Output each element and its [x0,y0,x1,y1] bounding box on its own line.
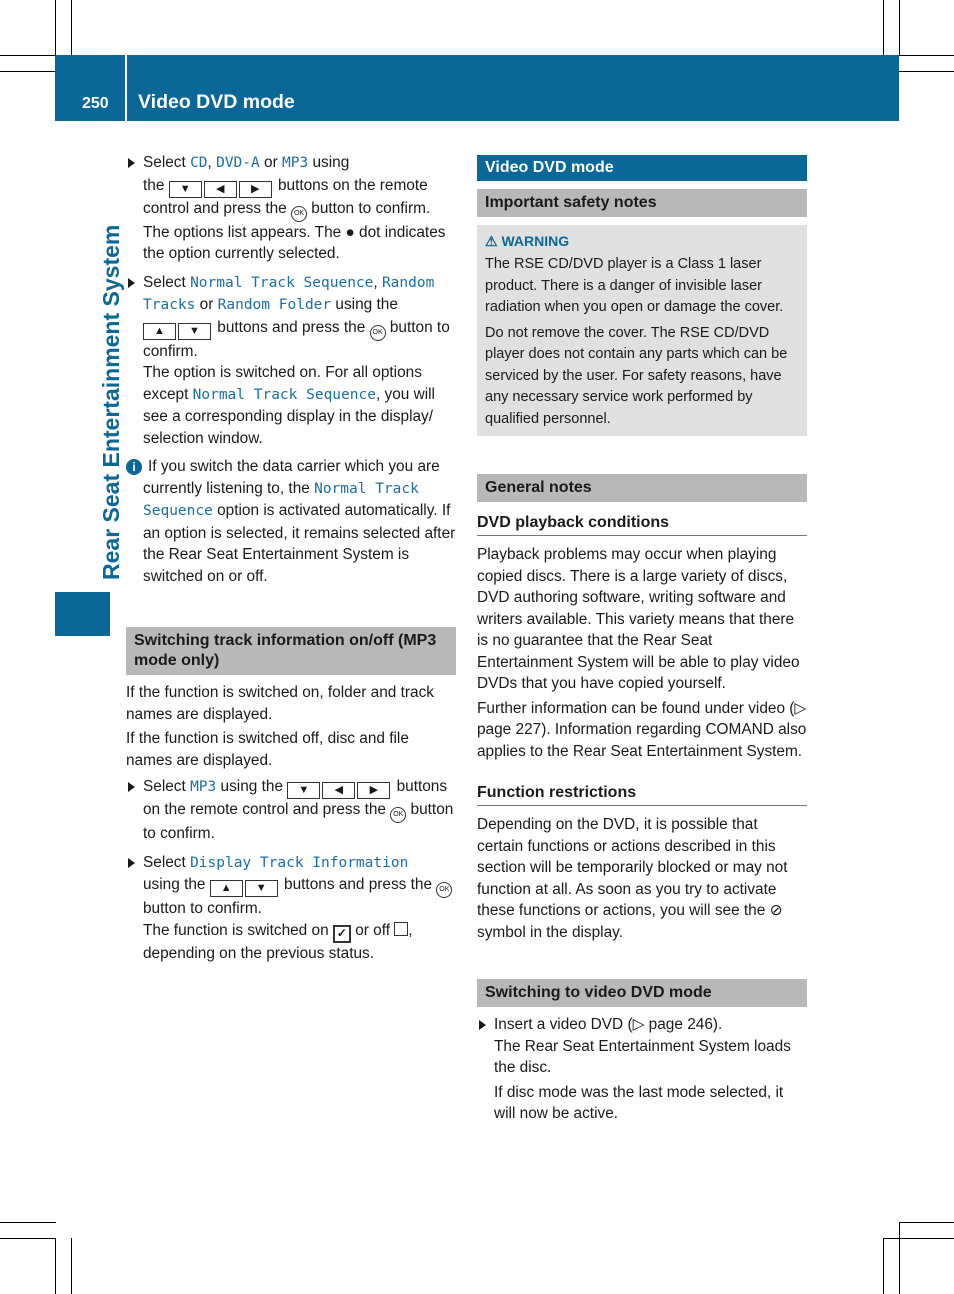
crop-mark [883,0,884,56]
crop-mark [899,1222,954,1223]
crop-mark [899,71,954,72]
header-divider [125,55,127,121]
info-icon: i [126,459,142,475]
crop-mark [55,0,56,56]
down-key-icon: ▼ [169,181,202,198]
section-title: Switching to video DVD mode [477,979,807,1007]
paragraph: Depending on the DVD, it is possible that certain functions or actions described in this section will be temporarily blocked or may not function at all. As soon as you try to activate these functions or actions, you will see the ⊘ symbol in the display. [477,816,788,941]
warning-text: Do not remove the cover. The RSE CD/DVD player does not contain any parts which can be serviced by the user. For safety reasons, have any necessary service work performed by qualified personnel. [485,324,788,427]
side-tab-marker [55,592,110,636]
subsection-title: DVD playback conditions [477,514,807,536]
ok-button-icon: OK [370,325,386,341]
right-key-icon: ▶ [239,181,272,198]
left-key-icon: ◀ [322,782,355,799]
step-select-track-sequence: Select Normal Track Sequence, Random Tracks or Random Folder using the ▲ ▼ buttons and press the OK button to confirm. [126,272,456,363]
step-insert-dvd: Insert a video DVD (▷ page 246). [477,1014,807,1036]
up-key-icon: ▲ [210,880,243,897]
subsection-title: Function restrictions [477,784,807,806]
crop-mark [899,55,954,56]
left-key-icon: ◀ [204,181,237,198]
step-result: The option is switched on. For all options except Normal Track Sequence, you will see a corresponding display in the display/ selection window. [143,364,435,447]
step-select-mp3: Select MP3 using the ▼ ◀ ▶ buttons on the remote control and press the OK button to confirm. [126,776,456,845]
crop-mark [899,0,900,56]
down-key-icon: ▼ [178,323,211,340]
crop-mark [899,1222,900,1294]
option-cd: CD [190,155,208,171]
empty-box-icon [394,922,408,936]
section-title: Switching track information on/off (MP3 mode only) [126,627,456,675]
right-column [477,155,807,1125]
option-mp3: MP3 [282,155,309,171]
crop-mark [71,0,72,56]
option-dvd-a: DVD-A [216,155,260,171]
paragraph: If the function is switched on, folder and track names are displayed. [126,684,434,723]
page-title: Video DVD mode [138,91,295,113]
ok-button-icon: OK [436,882,452,898]
info-note: i If you switch the data carrier which you are currently listening to, the Normal Track Sequence option is activated automatically. If an option is selected, it remains selected after the Rear Seat Entertainment System is switched on or off. [126,456,456,587]
step-select-display-track-info: Select Display Track Information using the ▲ ▼ buttons and press the OK button to confirm. [126,852,456,920]
step-select-source: Select CD, DVD-A or MP3 using the ▼ ◀ ▶ buttons on the remote control and press the OK button to confirm. [126,152,456,222]
page-number: 250 [82,95,109,112]
crop-mark [0,1238,56,1239]
step-result: The Rear Seat Entertainment System loads the disc. [494,1037,791,1076]
ok-button-icon: OK [291,206,307,222]
checked-box-icon: ✓ [333,925,351,943]
main-section-title: Video DVD mode [477,155,807,181]
section-title: General notes [477,474,807,502]
paragraph: If the function is switched off, disc and file names are displayed. [126,730,409,769]
crop-mark [883,1238,954,1239]
side-tab-title: Rear Seat Entertainment System [98,224,124,580]
crop-mark [71,1238,72,1294]
down-key-icon: ▼ [287,782,320,799]
crop-mark [0,1222,56,1223]
page-header [55,55,899,121]
step-result: The function is switched on ✓ or off , depending on the previous status. [143,921,413,962]
up-key-icon: ▲ [143,323,176,340]
ok-button-icon: OK [390,807,406,823]
crop-mark [0,71,56,72]
warning-text: The RSE CD/DVD player is a Class 1 laser product. There is a danger of invisible laser radiation when you open or damage the cover. [485,256,784,315]
warning-title: ⚠ WARNING [485,233,570,249]
crop-mark [55,1238,56,1294]
paragraph: Further information can be found under video (▷ page 227). Information regarding COMAND also applies to the Rear Seat Entertainment System. [477,699,807,760]
blocked-symbol-icon: ⊘ [769,902,783,919]
right-key-icon: ▶ [357,782,390,799]
paragraph: Playback problems may occur when playing copied discs. There is a large variety of discs, DVD authoring software, writing software and writers available. This variety means that there is no guarantee that the Rear Seat Entertainment System will be able to play video DVDs that you have copied yourself. [477,546,800,692]
step-result: The options list appears. The ● dot indicates the option currently selected. [143,223,446,262]
warning-box [477,225,807,436]
step-result: If disc mode was the last mode selected, it will now be active. [494,1083,784,1122]
left-column [126,152,456,964]
crop-mark [883,1238,884,1294]
down-key-icon: ▼ [245,880,278,897]
section-title: Important safety notes [477,189,807,217]
warning-icon: ⚠ [485,233,498,249]
crop-mark [0,55,56,56]
